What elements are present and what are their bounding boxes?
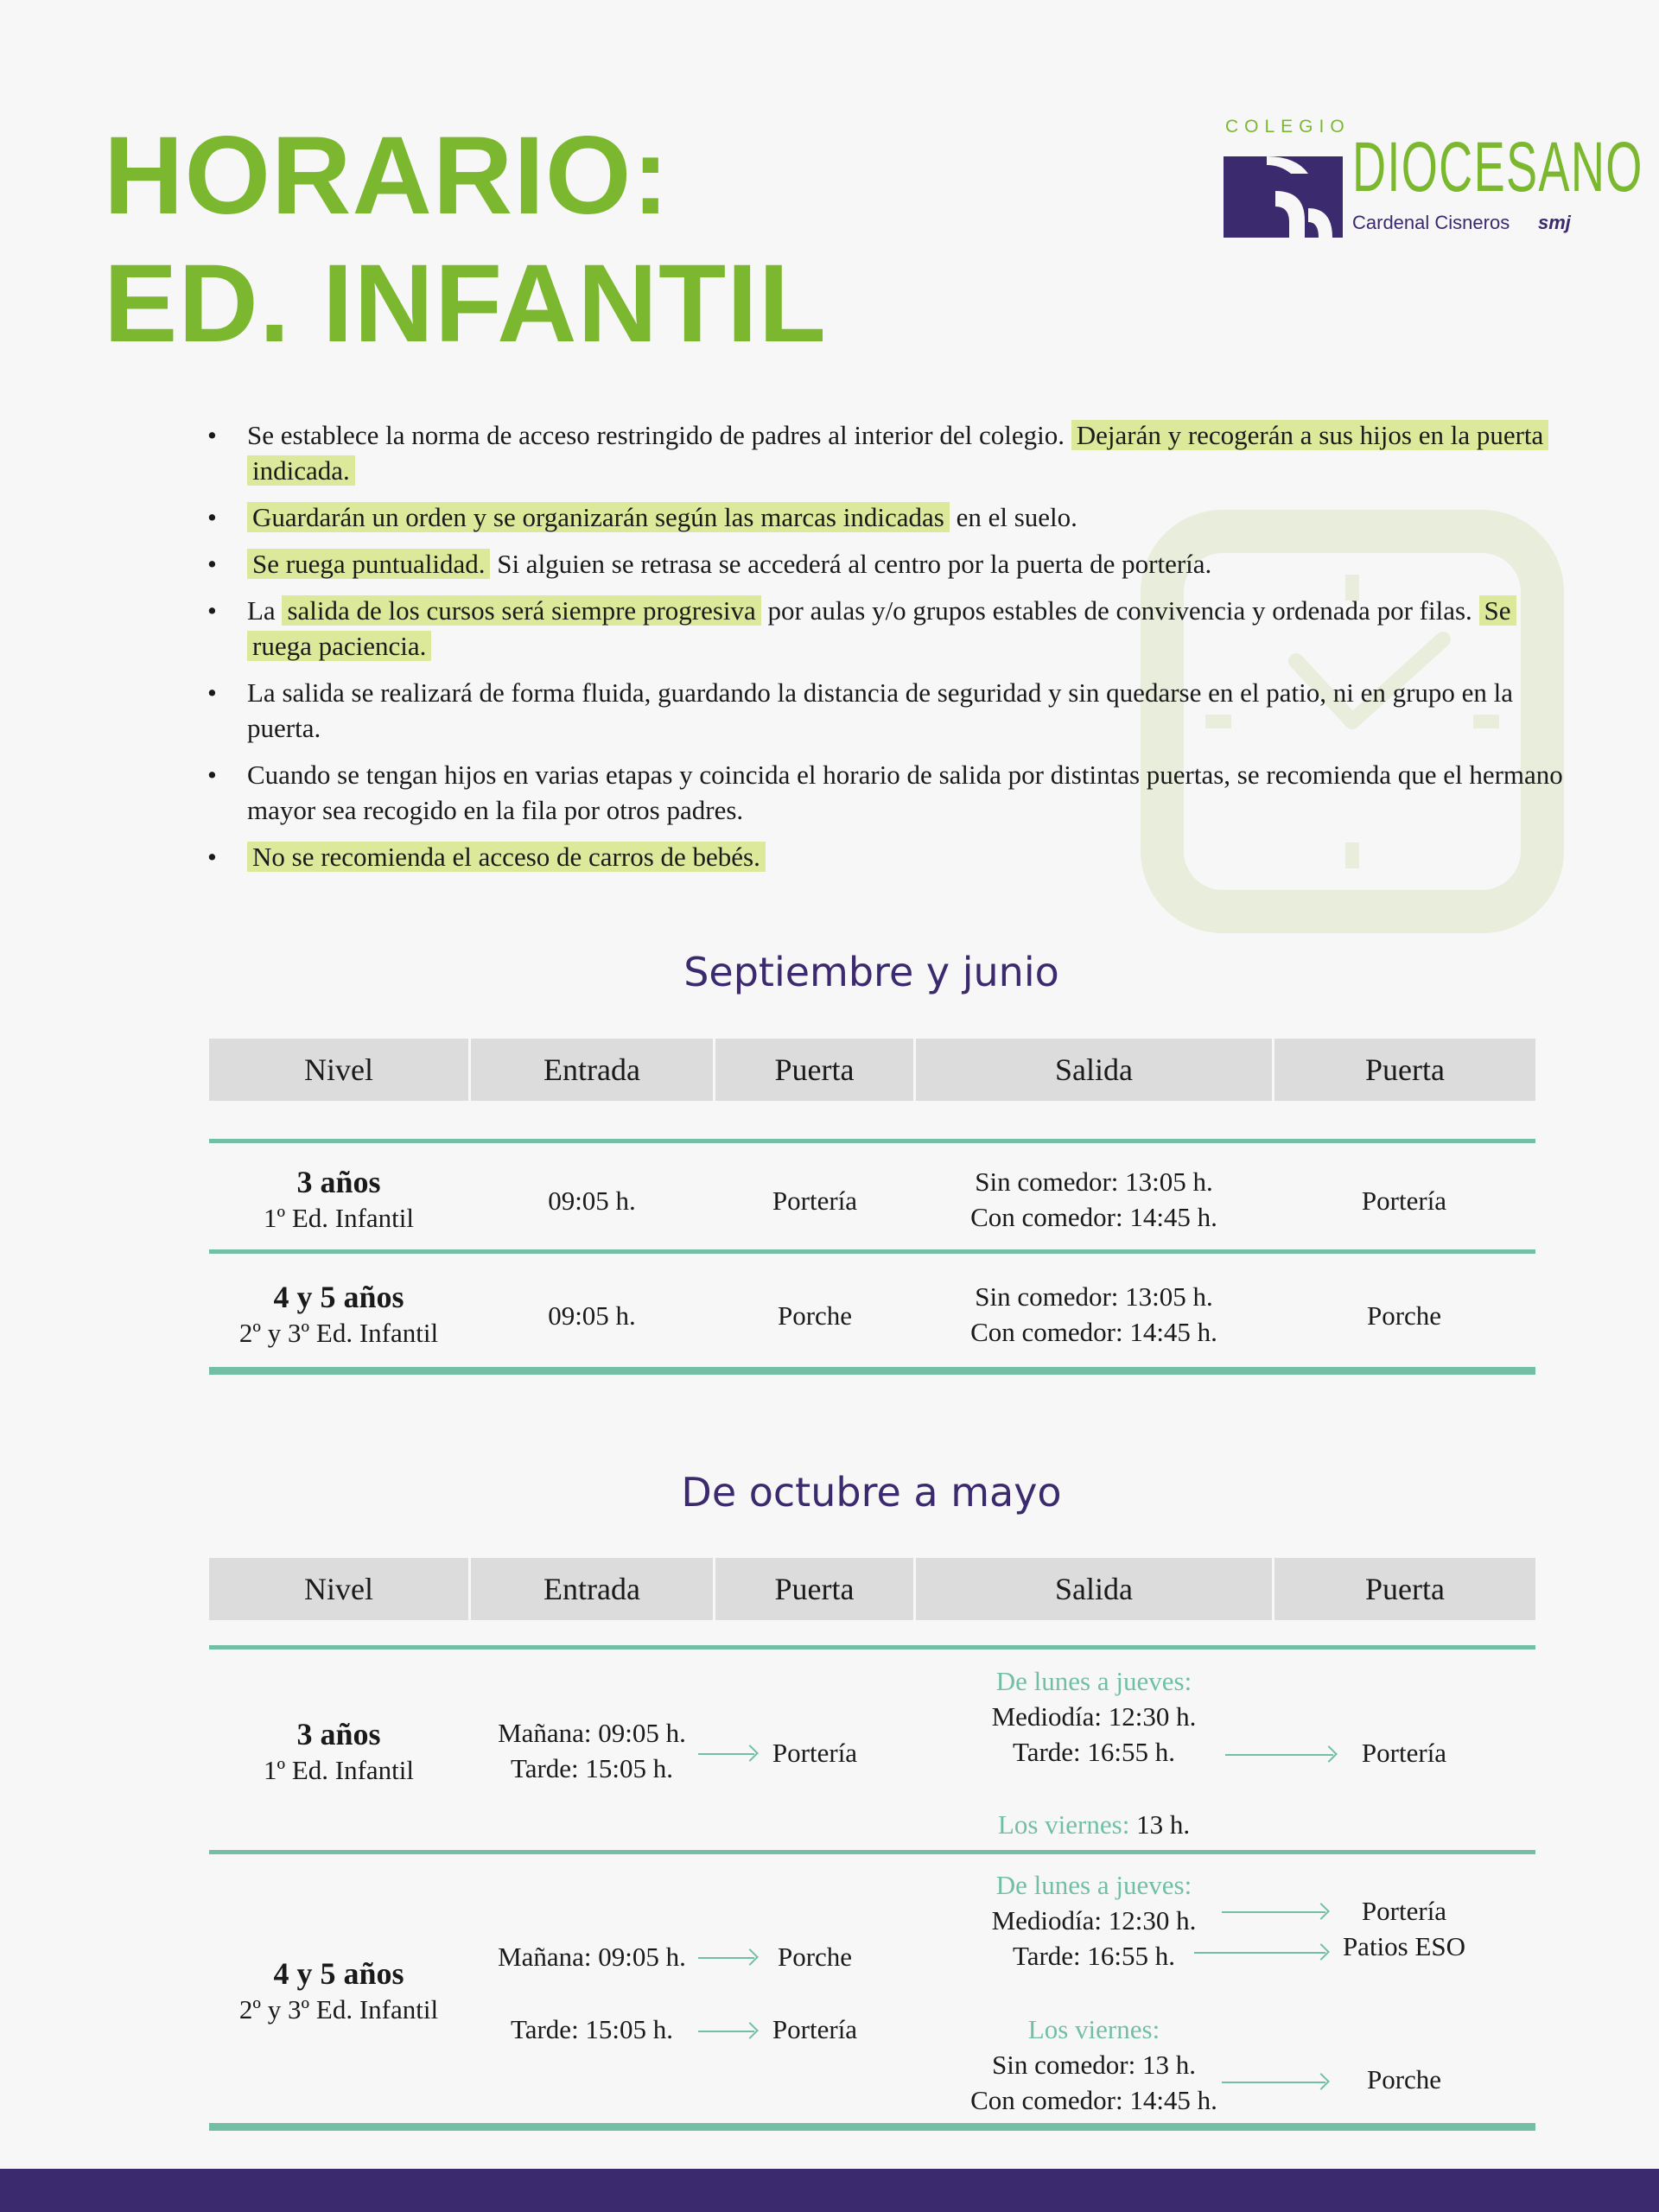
table-header-octubre <box>209 1558 1535 1620</box>
level-sub: 1º Ed. Infantil <box>263 1203 415 1233</box>
arrow-right-icon <box>698 2031 754 2032</box>
salida-line: Sin comedor: 13:05 h. <box>975 1166 1213 1197</box>
logo-smj-text: smj <box>1538 212 1571 233</box>
level-sub: 2º y 3º Ed. Infantil <box>238 1994 439 2024</box>
salida-line: Tarde: 16:55 h. <box>1012 1737 1176 1767</box>
rule-text: La salida se realizará de forma fluida, guardando la distancia de seguridad y sin quedarse en el patio, ni en grupo en la puerta. <box>247 677 1514 743</box>
table-rule <box>209 1249 1535 1254</box>
level-sub: 2º y 3º Ed. Infantil <box>238 1318 439 1348</box>
arrow-right-icon <box>1225 1754 1333 1756</box>
arrow-right-icon <box>698 1957 754 1959</box>
entrada-time: 09:05 h. <box>548 1300 636 1331</box>
salida-times <box>970 1164 1217 1235</box>
entrada-line: Mañana: 09:05 h. <box>498 1718 686 1748</box>
arrow-right-icon <box>1194 1952 1325 1954</box>
salida-line: Con comedor: 14:45 h. <box>970 1202 1217 1232</box>
rule-highlight-text: Se ruega paciencia. <box>247 595 1516 661</box>
salida-viernes <box>998 1807 1190 1842</box>
puerta-salida: Porche <box>1366 1300 1442 1331</box>
rule-text: Se establece la norma de acceso restringido de padres al interior del colegio. <box>247 420 1071 450</box>
level-title: 3 años <box>296 1165 381 1199</box>
rule-item <box>207 675 1564 746</box>
arrow-right-icon <box>1222 1911 1325 1913</box>
logo-sub-text: Cardenal Cisneros <box>1352 212 1510 233</box>
rule-item <box>207 839 1564 874</box>
salida-line: Mediodía: 12:30 h. <box>991 1701 1197 1732</box>
rule-item <box>207 593 1564 664</box>
section-title-septiembre: Septiembre y junio <box>683 949 1059 995</box>
viernes-label: Los viernes: <box>997 1809 1130 1840</box>
table-rule <box>209 1367 1535 1375</box>
footer-bar <box>0 2169 1659 2212</box>
table-row-3-anos-oct-nivel <box>264 1716 414 1788</box>
rule-highlight-text: Guardarán un orden y se organizarán según las marcas indicadas <box>247 502 950 532</box>
col-puerta-entrada: Puerta <box>715 1039 913 1101</box>
rule-item <box>207 499 1564 535</box>
col-puerta-salida: Puerta <box>1274 1558 1535 1620</box>
rule-highlight-text: No se recomienda el acceso de carros de bebés. <box>247 842 766 872</box>
entrada-line: Mañana: 09:05 h. <box>498 1942 686 1972</box>
viernes-heading: Los viernes: <box>1027 2014 1160 2044</box>
logo-top-text: COLEGIO <box>1225 117 1351 137</box>
puerta-salida-line: Portería <box>1361 1896 1447 1926</box>
puerta-salida: Portería <box>1361 1185 1447 1216</box>
puerta-entrada: Porche <box>777 1300 853 1331</box>
puerta-salida <box>1343 1893 1465 1964</box>
level-title: 4 y 5 años <box>273 1280 404 1314</box>
puerta-entrada: Portería <box>772 1738 858 1768</box>
puerta-salida: Portería <box>1361 1738 1447 1768</box>
salida-times <box>970 1279 1217 1350</box>
entrada-time: 09:05 h. <box>548 1185 636 1216</box>
rule-highlight-text: Dejarán y recogerán a sus hijos en la puerta indicada. <box>247 420 1548 486</box>
col-nivel: Nivel <box>209 1039 468 1101</box>
rule-text: Si alguien se retrasa se accederá al centro por la puerta de portería. <box>490 549 1212 579</box>
rule-text: Cuando se tengan hijos en varias etapas y coincida el horario de salida por distintas puertas, se recomienda que el hermano mayor sea recogido en la fila por otros padres. <box>247 760 1563 825</box>
table-rule <box>209 1850 1535 1854</box>
title-line-2: ED. INFANTIL <box>104 242 827 365</box>
entrada-line: Tarde: 15:05 h. <box>510 1753 674 1783</box>
col-entrada: Entrada <box>471 1039 713 1101</box>
viernes-value: 13 h. <box>1129 1809 1191 1840</box>
rule-highlight-text: salida de los cursos será siempre progresiva <box>282 595 760 626</box>
puerta-salida: Porche <box>1366 2064 1442 2094</box>
arrow-right-icon <box>1222 2082 1325 2083</box>
col-puerta-salida: Puerta <box>1274 1039 1535 1101</box>
puerta-entrada: Portería <box>772 2014 858 2044</box>
salida-line: Mediodía: 12:30 h. <box>991 1905 1197 1936</box>
salida-times <box>992 1663 1197 1770</box>
rule-item <box>207 546 1564 582</box>
col-nivel: Nivel <box>209 1558 468 1620</box>
rule-text: La <box>247 595 283 626</box>
school-logo <box>1218 117 1643 246</box>
viernes-line: Sin comedor: 13 h. <box>992 2050 1196 2080</box>
rule-highlight-text: Se ruega puntualidad. <box>247 549 490 579</box>
title-line-1: HORARIO: <box>104 114 671 238</box>
table-header-septiembre <box>209 1039 1535 1101</box>
rules-list <box>207 417 1564 886</box>
salida-heading: De lunes a jueves: <box>995 1666 1192 1696</box>
section-title-octubre: De octubre a mayo <box>681 1469 1062 1516</box>
table-rule <box>209 2123 1535 2131</box>
table-row-3-anos-sept-nivel <box>264 1164 414 1236</box>
salida-heading: De lunes a jueves: <box>995 1870 1192 1900</box>
col-puerta-entrada: Puerta <box>715 1558 913 1620</box>
col-salida: Salida <box>916 1558 1272 1620</box>
table-row-4-5-anos-sept-nivel <box>239 1279 438 1351</box>
col-salida: Salida <box>916 1039 1272 1101</box>
viernes-line: Con comedor: 14:45 h. <box>970 2085 1217 2115</box>
entrada-line: Tarde: 15:05 h. <box>510 2014 674 2044</box>
salida-line: Sin comedor: 13:05 h. <box>975 1281 1213 1312</box>
arrow-right-icon <box>698 1753 754 1755</box>
table-rule <box>209 1645 1535 1649</box>
salida-times <box>992 1867 1197 1974</box>
table-row-4-5-anos-oct-nivel <box>239 1955 438 2027</box>
level-title: 4 y 5 años <box>273 1956 404 1991</box>
rule-text: en el suelo. <box>949 502 1077 532</box>
puerta-entrada: Portería <box>772 1185 858 1216</box>
puerta-salida-line: Patios ESO <box>1342 1931 1466 1961</box>
level-title: 3 años <box>296 1717 381 1751</box>
entrada-times <box>498 1715 686 1786</box>
salida-viernes <box>970 2012 1217 2118</box>
logo-main-text: DIOCESANO <box>1352 128 1643 207</box>
rule-item <box>207 417 1564 488</box>
rule-item <box>207 757 1564 828</box>
page-title <box>104 112 827 368</box>
col-entrada: Entrada <box>471 1558 713 1620</box>
school-logo-mark-icon <box>1218 125 1348 238</box>
salida-line: Con comedor: 14:45 h. <box>970 1317 1217 1347</box>
level-sub: 1º Ed. Infantil <box>263 1755 415 1785</box>
rule-text: por aulas y/o grupos estables de convivencia y ordenada por filas. <box>760 595 1479 626</box>
salida-line: Tarde: 16:55 h. <box>1012 1941 1176 1971</box>
table-rule <box>209 1139 1535 1143</box>
puerta-entrada: Porche <box>777 1942 853 1972</box>
